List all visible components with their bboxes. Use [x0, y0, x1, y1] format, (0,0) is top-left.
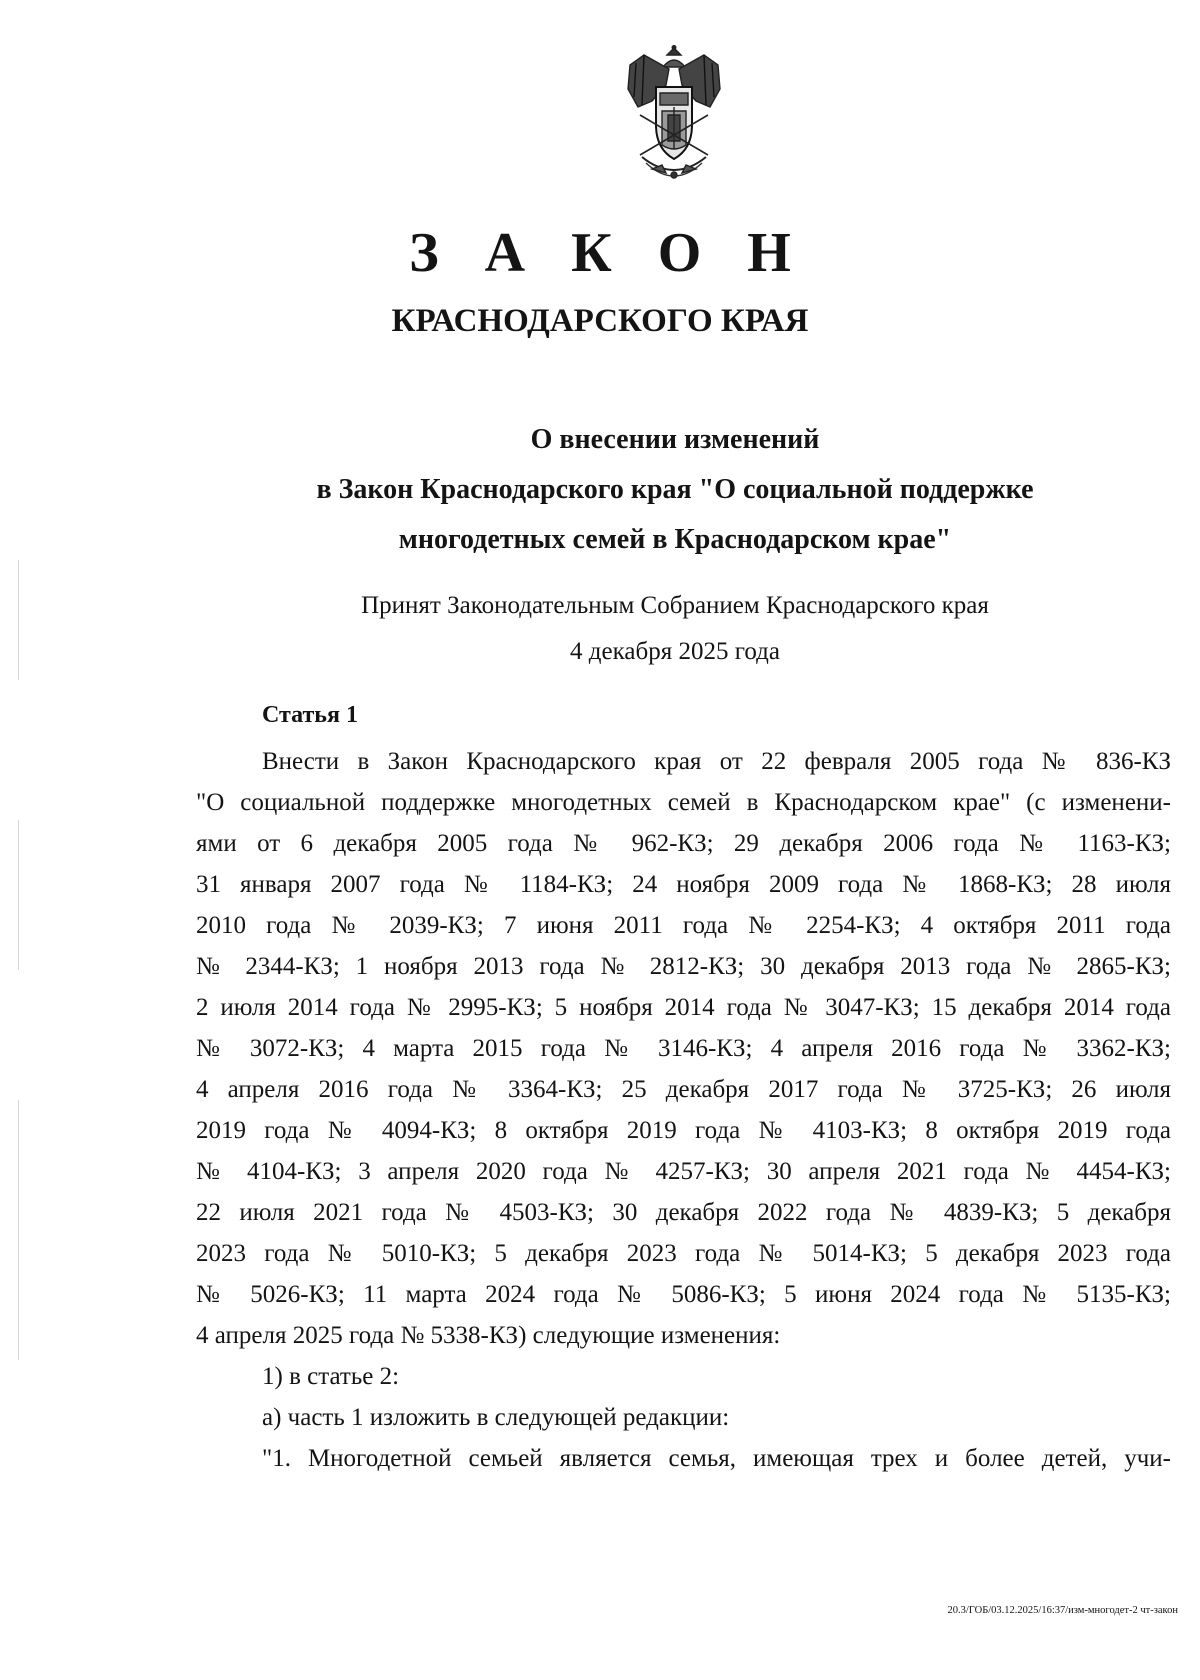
scan-edge-mark	[18, 1100, 19, 1360]
paragraph-line: 2 июля 2014 года № 2995-КЗ; 5 ноября 2014 года № 3047-КЗ; 15 декабря 2014 года	[196, 994, 1171, 1021]
adoption-date: 4 декабря 2025 года	[570, 638, 780, 665]
paragraph-line: 2010 года № 2039-КЗ; 7 июня 2011 года № 2254-КЗ; 4 октября 2011 года	[196, 912, 1171, 939]
paragraph-line: № 5026-КЗ; 11 марта 2024 года № 5086-КЗ; 5 июня 2024 года № 5135-КЗ;	[196, 1281, 1171, 1308]
adoption-line: Принят Законодательным Собранием Краснодарского края	[361, 592, 989, 619]
paragraph-line: 22 июля 2021 года № 4503-КЗ; 30 декабря 2022 года № 4839-КЗ; 5 декабря	[196, 1199, 1171, 1226]
list-item: 1) в статье 2:	[262, 1363, 400, 1390]
scan-edge-mark	[18, 560, 19, 680]
paragraph-line: 31 января 2007 года № 1184-КЗ; 24 ноября 2009 года № 1868-КЗ; 28 июля	[196, 871, 1171, 898]
paragraph-line: Внести в Закон Краснодарского края от 22 февраля 2005 года № 836-КЗ	[262, 748, 1171, 775]
law-name	[150, 415, 1200, 565]
paragraph-line: "О социальной поддержке многодетных семей в Краснодарском крае" (с изменени-	[196, 789, 1171, 816]
law-name-line: многодетных семей в Краснодарском крае"	[398, 524, 952, 555]
law-name-line: О внесении изменений	[530, 424, 820, 455]
paragraph-line: 2019 года № 4094-КЗ; 8 октября 2019 года № 4103-КЗ; 8 октября 2019 года	[196, 1117, 1171, 1144]
paragraph-line: 4 апреля 2016 года № 3364-КЗ; 25 декабря 2017 года № 3725-КЗ; 26 июля	[196, 1076, 1171, 1103]
document-footer-code: 20.3/ГОБ/03.12.2025/16:37/изм-многодет-2 чт-закон	[947, 1605, 1178, 1616]
article-heading: Статья 1	[262, 702, 358, 728]
paragraph-line: 2023 года № 5010-КЗ; 5 декабря 2023 года № 5014-КЗ; 5 декабря 2023 года	[196, 1240, 1171, 1267]
adoption-note	[150, 583, 1200, 675]
article-body	[196, 741, 1171, 1479]
law-name-line: в Закон Краснодарского края "О социальной поддержке	[316, 474, 1034, 505]
paragraph-line: ями от 6 декабря 2005 года № 962-КЗ; 29 декабря 2006 года № 1163-КЗ;	[196, 830, 1171, 857]
paragraph-line: 4 апреля 2025 года № 5338-КЗ) следующие изменения:	[196, 1322, 781, 1349]
list-item: а) часть 1 изложить в следующей редакции:	[262, 1404, 730, 1431]
document-title: З А К О Н	[409, 222, 807, 284]
quoted-text-line: "1. Многодетной семьей является семья, имеющая трех и более детей, учи-	[262, 1445, 1171, 1472]
paragraph-line: № 3072-КЗ; 4 марта 2015 года № 3146-КЗ; 4 апреля 2016 года № 3362-КЗ;	[196, 1035, 1171, 1062]
paragraph-line: № 4104-КЗ; 3 апреля 2020 года № 4257-КЗ; 30 апреля 2021 года № 4454-КЗ;	[196, 1158, 1171, 1185]
document-subtitle: КРАСНОДАРСКОГО КРАЯ	[391, 303, 809, 339]
coat-of-arms-icon	[622, 45, 726, 191]
paragraph-line: № 2344-КЗ; 1 ноября 2013 года № 2812-КЗ; 30 декабря 2013 года № 2865-КЗ;	[196, 953, 1171, 980]
scan-edge-mark	[18, 820, 19, 970]
